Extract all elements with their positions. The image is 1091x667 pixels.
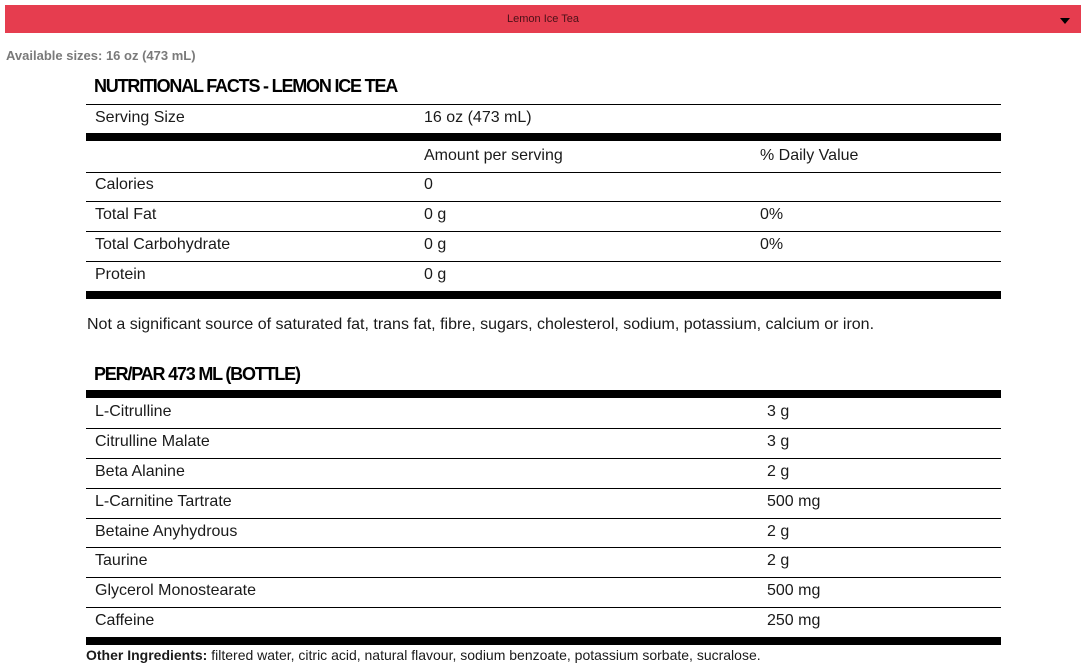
nutrient-name: Protein <box>95 266 146 283</box>
nutrient-name: Calories <box>95 176 154 193</box>
nutrient-daily: 0% <box>760 206 784 223</box>
nutrient-amount: 0 <box>424 176 433 193</box>
ingredient-amount: 250 mg <box>767 612 821 629</box>
other-ingredients-label: Other Ingredients: <box>86 647 208 663</box>
divider <box>86 488 1001 489</box>
ingredient-name: Taurine <box>95 552 148 569</box>
nutrient-name: Total Fat <box>95 206 157 223</box>
nutrition-title: NUTRITIONAL FACTS - LEMON ICE TEA <box>94 76 398 96</box>
available-sizes: Available sizes: 16 oz (473 mL) <box>6 48 196 63</box>
nutrition-note: Not a significant source of saturated fat, trans fat, fibre, sugars, cholesterol, sodium, potassium, calcium or iron. <box>87 316 875 333</box>
ingredient-name: L-Citrulline <box>95 403 172 420</box>
nutrient-amount: 0 g <box>424 206 447 223</box>
caret-down-icon[interactable] <box>1060 18 1070 24</box>
divider <box>86 261 1001 262</box>
ingredient-amount: 2 g <box>767 463 790 480</box>
ingredient-name: Glycerol Monostearate <box>95 582 256 599</box>
col-header-amount: Amount per serving <box>424 147 563 164</box>
col-header-daily: % Daily Value <box>760 147 859 164</box>
ingredient-name: Beta Alanine <box>95 463 185 480</box>
divider <box>86 172 1001 173</box>
ingredient-amount: 500 mg <box>767 582 821 599</box>
ingredient-name: L-Carnitine Tartrate <box>95 493 232 510</box>
nutrient-amount: 0 g <box>424 236 447 253</box>
divider <box>86 607 1001 608</box>
bottle-title: PER/PAR 473 ML (BOTTLE) <box>94 364 300 384</box>
ingredient-amount: 3 g <box>767 433 790 450</box>
divider <box>86 104 1001 105</box>
flavor-select-value: Lemon Ice Tea <box>507 13 579 25</box>
flavor-select[interactable] <box>5 5 1081 33</box>
ingredient-name: Betaine Anyhydrous <box>95 523 238 540</box>
serving-size-value: 16 oz (473 mL) <box>424 109 532 126</box>
nutrient-amount: 0 g <box>424 266 447 283</box>
divider-thick <box>86 133 1001 141</box>
nutrient-name: Total Carbohydrate <box>95 236 231 253</box>
divider <box>86 201 1001 202</box>
divider <box>86 547 1001 548</box>
ingredient-name: Caffeine <box>95 612 155 629</box>
ingredient-amount: 500 mg <box>767 493 821 510</box>
divider <box>86 577 1001 578</box>
other-ingredients-text: filtered water, citric acid, natural flavour, sodium benzoate, potassium sorbate, sucralose. <box>207 647 761 663</box>
divider-thick <box>86 637 1001 645</box>
ingredient-amount: 2 g <box>767 523 790 540</box>
ingredient-amount: 2 g <box>767 552 790 569</box>
divider <box>86 458 1001 459</box>
other-ingredients <box>86 647 761 663</box>
nutrient-daily: 0% <box>760 236 784 253</box>
serving-size-label: Serving Size <box>95 109 185 126</box>
divider <box>86 428 1001 429</box>
divider <box>86 518 1001 519</box>
divider-thick <box>86 390 1001 398</box>
divider-thick <box>86 291 1001 299</box>
divider <box>86 231 1001 232</box>
ingredient-amount: 3 g <box>767 403 790 420</box>
ingredient-name: Citrulline Malate <box>95 433 210 450</box>
